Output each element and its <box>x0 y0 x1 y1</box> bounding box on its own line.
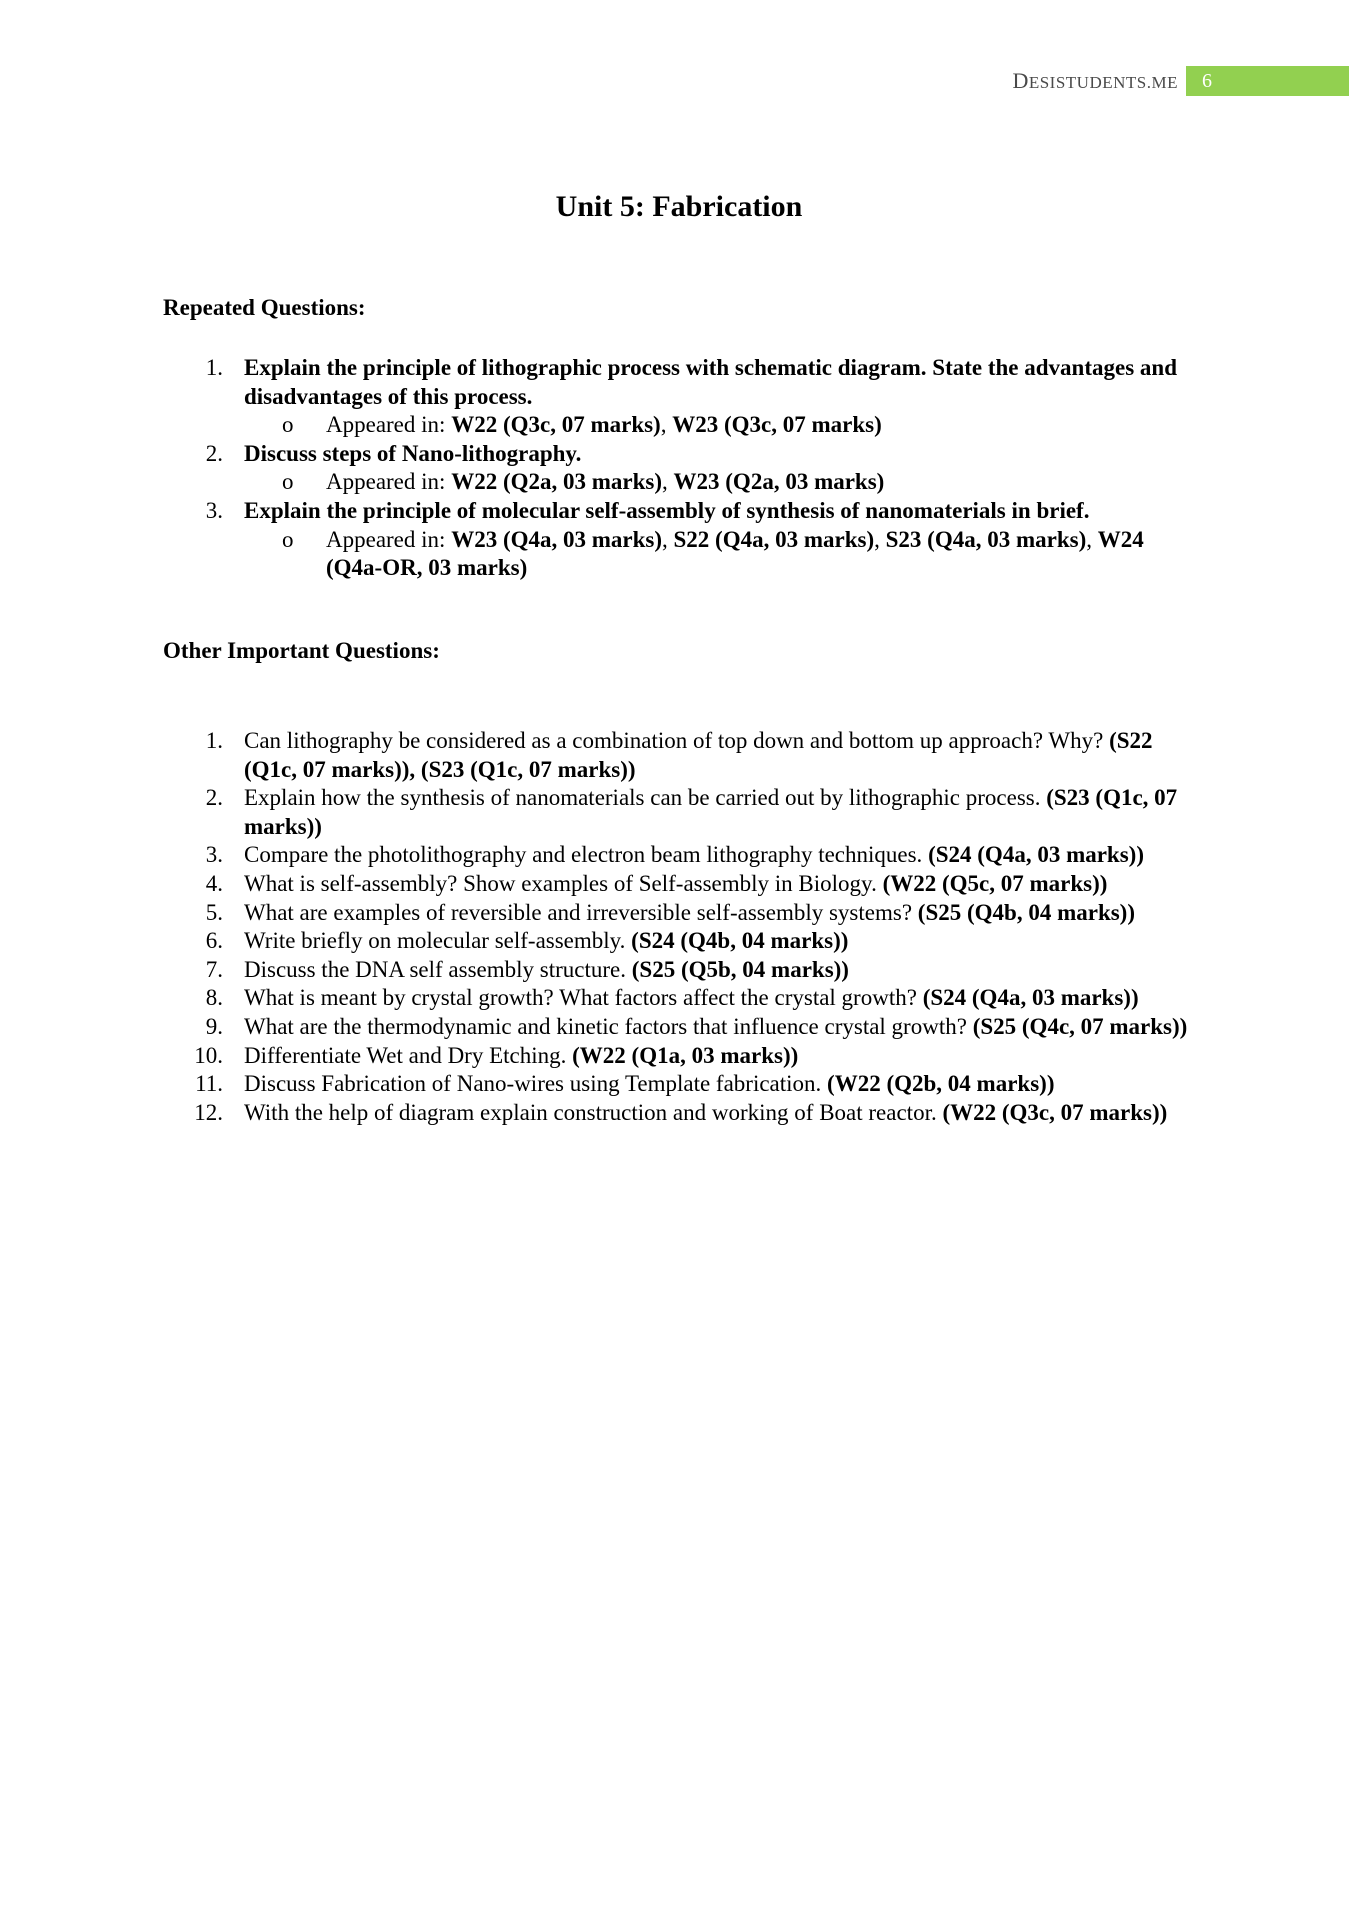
bullet-icon: o <box>282 469 294 495</box>
item-number: 8. <box>205 985 223 1011</box>
question-text: What are examples of reversible and irreversible self-assembly systems? <box>244 899 918 925</box>
question-ref: (W22 (Q5c, 07 marks)) <box>882 870 1108 896</box>
ref: W22 (Q2a, 03 marks) <box>451 469 663 495</box>
appeared-label: Appeared in: <box>326 412 452 438</box>
question-text: Write briefly on molecular self-assembly. <box>244 928 632 954</box>
item-number: 1. <box>205 355 223 380</box>
question-ref: (S24 (Q4a, 03 marks)) <box>928 842 1144 868</box>
brand-dot: . <box>1146 73 1152 92</box>
item-number: 11. <box>195 1071 223 1097</box>
question-text: What are the thermodynamic and kinetic factors that influence crystal growth? <box>244 1013 973 1039</box>
question-text: Explain how the synthesis of nanomaterials can be carried out by lithographic process. <box>244 785 1047 811</box>
question-text: Discuss Fabrication of Nano-wires using Template fabrication. <box>244 1071 828 1097</box>
ref: S22 (Q4a, 03 marks) <box>673 526 875 552</box>
page-number-badge: 6 <box>1186 66 1349 96</box>
list-item <box>163 1042 1203 1071</box>
ref: W22 (Q3c, 07 marks) <box>451 412 661 438</box>
question-ref: (S25 (Q4b, 04 marks)) <box>917 899 1136 925</box>
list-item <box>163 354 1203 411</box>
question-text: Compare the photolithography and electron beam lithography techniques. <box>244 842 929 868</box>
page-title: Unit 5: Fabrication <box>555 190 803 223</box>
ref: W23 (Q2a, 03 marks) <box>673 469 885 495</box>
question-ref: (S24 (Q4b, 04 marks)) <box>631 928 849 954</box>
item-number: 3. <box>205 497 223 523</box>
item-number: 9. <box>205 1013 223 1039</box>
brand-tld: ME <box>1151 73 1178 92</box>
bullet-icon: o <box>282 526 294 552</box>
question-text: Discuss steps of Nano-lithography. <box>244 440 582 466</box>
list-item <box>163 899 1203 928</box>
item-number: 10. <box>194 1042 223 1068</box>
brand-initial: D <box>1012 68 1029 93</box>
ref-sep: , <box>662 526 674 552</box>
ref: S23 (Q4a, 03 marks) <box>885 526 1087 552</box>
list-item <box>163 1099 1203 1128</box>
question-text: What is self-assembly? Show examples of Self-assembly in Biology. <box>244 870 883 896</box>
list-item <box>163 497 1203 526</box>
question-text: Explain the principle of lithographic process with schematic diagram. State the advantages and disadvantages of this process. <box>244 355 1178 409</box>
item-number: 3. <box>205 842 223 868</box>
question-text: What is meant by crystal growth? What factors affect the crystal growth? <box>244 985 923 1011</box>
item-number: 2. <box>205 440 223 466</box>
question-ref: (S22 (Q1c, 07 marks)), (S23 (Q1c, 07 marks)) <box>244 728 1153 782</box>
appeared-label: Appeared in: <box>326 469 452 495</box>
list-item <box>163 1013 1203 1042</box>
list-item <box>163 870 1203 899</box>
question-ref: (S24 (Q4a, 03 marks)) <box>922 985 1139 1011</box>
question-ref: (W22 (Q1a, 03 marks)) <box>572 1042 799 1068</box>
list-item <box>163 927 1203 956</box>
question-text: Can lithography be considered as a combination of top down and bottom up approach? Why? <box>244 728 1110 753</box>
appeared-label: Appeared in: <box>326 526 452 552</box>
ref-sep: , <box>1086 526 1098 552</box>
repeated-questions-heading: Repeated Questions: <box>163 295 366 320</box>
header-brand <box>1012 68 1178 94</box>
item-number: 6. <box>205 928 223 954</box>
question-ref: (W22 (Q2b, 04 marks)) <box>827 1071 1055 1097</box>
question-text: With the help of diagram explain construction and working of Boat reactor. <box>244 1099 943 1125</box>
question-ref: (S23 (Q1c, 07 marks)) <box>244 785 1178 839</box>
question-ref: (S25 (Q4c, 07 marks)) <box>972 1013 1188 1039</box>
ref-sep: , <box>662 469 674 495</box>
list-item <box>163 1070 1203 1099</box>
item-number: 1. <box>205 728 223 753</box>
ref-sep: , <box>660 412 673 438</box>
repeated-questions-list <box>163 354 1203 583</box>
other-questions-list <box>163 727 1203 1127</box>
item-number: 7. <box>205 956 223 982</box>
list-item <box>163 984 1203 1013</box>
brand-rest: ESISTUDENTS <box>1028 73 1147 92</box>
item-number: 2. <box>205 785 223 811</box>
bullet-icon: o <box>282 412 294 438</box>
ref: W24 (Q4a-OR, 03 marks) <box>326 526 1144 581</box>
list-item <box>163 440 1203 469</box>
appeared-in-line <box>163 468 1203 497</box>
question-text: Discuss the DNA self assembly structure. <box>244 956 632 982</box>
question-text: Explain the principle of molecular self-assembly of synthesis of nanomaterials in brief. <box>244 497 1090 523</box>
other-questions-heading: Other Important Questions: <box>163 638 440 663</box>
item-number: 5. <box>205 899 223 925</box>
list-item <box>163 784 1203 841</box>
question-ref: (S25 (Q5b, 04 marks)) <box>631 956 849 982</box>
question-text: Differentiate Wet and Dry Etching. <box>244 1042 573 1068</box>
ref-sep: , <box>874 526 886 552</box>
list-item <box>163 956 1203 985</box>
appeared-in-line <box>163 411 1203 440</box>
appeared-in-line <box>163 526 1203 583</box>
item-number: 12. <box>194 1099 223 1125</box>
list-item <box>163 727 1203 784</box>
list-item <box>163 841 1203 870</box>
item-number: 4. <box>205 870 223 896</box>
ref: W23 (Q3c, 07 marks) <box>672 412 882 438</box>
ref: W23 (Q4a, 03 marks) <box>451 526 663 552</box>
question-ref: (W22 (Q3c, 07 marks)) <box>942 1099 1168 1125</box>
